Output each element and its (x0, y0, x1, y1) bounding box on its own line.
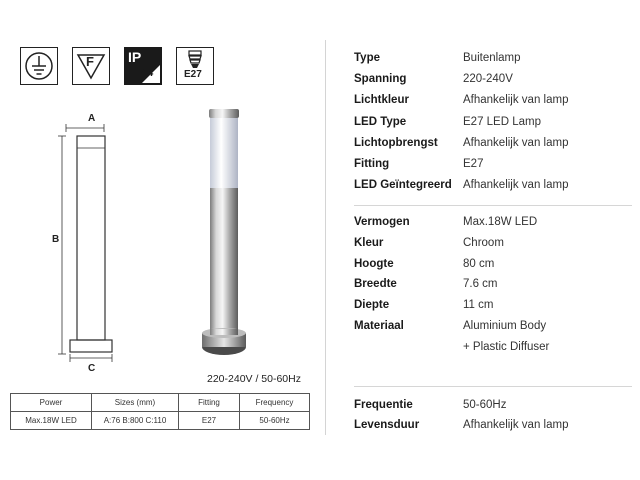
table-header-cell: Fitting (179, 394, 240, 412)
section-divider (354, 386, 632, 387)
spec-row-led-type (354, 116, 634, 136)
table-header-cell: Frequency (240, 394, 310, 412)
spec-key: Kleur (354, 237, 384, 249)
spec-value: + Plastic Diffuser (463, 341, 550, 353)
spec-value: Max.18W LED (463, 216, 538, 228)
spec-key: Vermogen (354, 216, 410, 228)
spec-table (10, 393, 310, 430)
dimension-label-c: C (88, 363, 96, 374)
ip44-rating-icon (124, 47, 162, 85)
spec-row-frequentie (354, 399, 634, 419)
spec-key: Frequentie (354, 399, 413, 411)
table-cell: E27 (179, 412, 240, 430)
spec-row-lichtopbrengst (354, 137, 634, 157)
spec-row-diepte (354, 299, 634, 319)
spec-value: E27 LED Lamp (463, 116, 541, 128)
table-header-cell: Power (11, 394, 92, 412)
table-header-row (11, 394, 310, 412)
table-row (11, 412, 310, 430)
spec-key: LED Geïntegreerd (354, 179, 452, 191)
dimension-label-a: A (88, 113, 96, 124)
spec-value: Afhankelijk van lamp (463, 94, 569, 106)
spec-value: Buitenlamp (463, 52, 521, 64)
f-mark-letter: F (86, 54, 94, 69)
column-divider (325, 40, 326, 435)
ip-number: 44 (141, 67, 154, 79)
spec-value: Afhankelijk van lamp (463, 419, 569, 431)
e27-label: E27 (184, 69, 202, 80)
spec-key: Lichtkleur (354, 94, 409, 106)
spec-row-led-geintegreerd (354, 179, 634, 199)
spec-value: 220-240V (463, 73, 513, 85)
spec-value: 80 cm (463, 258, 495, 270)
spec-key: LED Type (354, 116, 407, 128)
spec-key: Fitting (354, 158, 390, 170)
spec-value: Aluminium Body (463, 320, 547, 332)
spec-value: Afhankelijk van lamp (463, 179, 569, 191)
table-cell: 50-60Hz (240, 412, 310, 430)
table-cell: A:76 B:800 C:110 (92, 412, 179, 430)
product-lamp-image (195, 105, 265, 365)
spec-row-kleur (354, 237, 634, 257)
table-cell: Max.18W LED (11, 412, 92, 430)
earth-ground-icon (20, 47, 58, 85)
spec-row-fitting (354, 158, 634, 178)
spec-value: 11 cm (463, 299, 494, 311)
spec-value: Chroom (463, 237, 504, 249)
spec-row-breedte (354, 278, 634, 298)
spec-row-materiaal-continued (354, 341, 634, 361)
spec-row-materiaal (354, 320, 634, 340)
spec-row-hoogte (354, 258, 634, 278)
spec-row-spanning (354, 73, 634, 93)
spec-value: 50-60Hz (463, 399, 507, 411)
spec-value: Afhankelijk van lamp (463, 137, 569, 149)
spec-value: E27 (463, 158, 484, 170)
spec-value: 7.6 cm (463, 278, 498, 290)
f-mark-icon (72, 47, 110, 85)
spec-row-vermogen (354, 216, 634, 236)
spec-row-lichtkleur (354, 94, 634, 114)
spec-key: Lichtopbrengst (354, 137, 438, 149)
spec-key: Spanning (354, 73, 407, 85)
table-header-cell: Sizes (mm) (92, 394, 179, 412)
spec-key: Breedte (354, 278, 397, 290)
spec-key: Materiaal (354, 320, 404, 332)
spec-key: Hoogte (354, 258, 394, 270)
spec-row-type (354, 52, 634, 72)
spec-key: Diepte (354, 299, 390, 311)
ip-text: IP (128, 49, 142, 65)
spec-row-levensduur (354, 419, 634, 439)
dimension-label-b: B (52, 234, 60, 245)
spec-key: Type (354, 52, 380, 64)
spec-key: Levensduur (354, 419, 420, 431)
product-caption: 220-240V / 50-60Hz (207, 373, 301, 385)
e27-bulb-icon (176, 47, 214, 85)
section-divider (354, 205, 632, 206)
